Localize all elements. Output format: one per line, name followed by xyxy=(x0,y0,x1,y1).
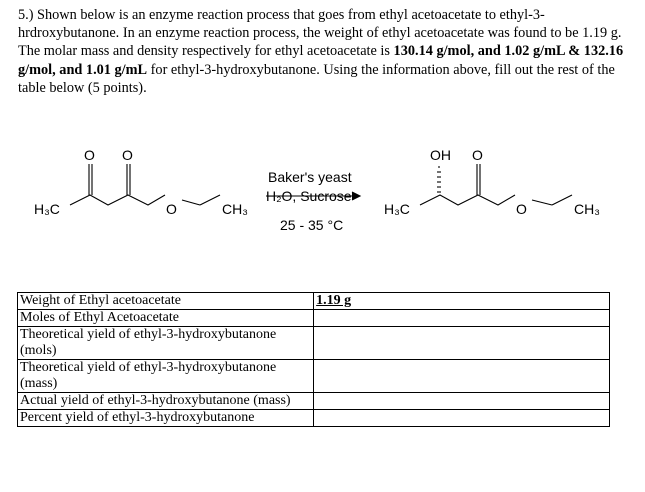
table-row xyxy=(18,310,610,327)
question-text-part2: for ethyl-3-hydroxybutanone. Using the information above, fill out the rest of the table below (5 points). xyxy=(18,61,615,96)
table-row xyxy=(18,393,610,410)
product-ch3: CH₃ xyxy=(574,201,600,217)
reagent-yeast: Baker's yeast xyxy=(268,169,352,185)
product-hydroxyl: OH xyxy=(430,147,451,163)
table-row xyxy=(18,327,610,360)
row-value xyxy=(314,293,610,310)
answer-cell[interactable] xyxy=(314,310,610,327)
product-carbonyl-oxygen: O xyxy=(472,147,483,163)
answer-cell[interactable] xyxy=(314,393,610,410)
table-row xyxy=(18,293,610,310)
row-label: Moles of Ethyl Acetoacetate xyxy=(18,310,314,327)
reactant-ch3: CH₃ xyxy=(222,201,248,217)
reactant-ester-oxygen: O xyxy=(166,201,177,217)
reaction-scheme xyxy=(0,138,645,248)
reactant-h3c: H₃C xyxy=(34,201,60,217)
product-ester-oxygen: O xyxy=(516,201,527,217)
reactant-structure xyxy=(34,147,248,217)
reagent-water-sucrose: H₂O, Sucrose xyxy=(266,188,352,204)
weight-value: 1.19 g xyxy=(316,293,352,308)
answer-cell[interactable] xyxy=(314,360,610,393)
row-label: Weight of Ethyl acetoacetate xyxy=(18,293,314,310)
row-label: Theoretical yield of ethyl-3-hydroxybutanone (mass) xyxy=(18,360,314,393)
question-text-part1: 5.) Shown below is an enzyme reaction process that goes from ethyl acetoacetate to ethyl-3-hrdroxybutanone. In an enzyme reaction process, the weight of ethyl acetoacetate was found to be 1.19 g. The molar mass and density respectively for ethyl acetoacetate is xyxy=(18,7,622,60)
row-label: Theoretical yield of ethyl-3-hydroxybutanone (mols) xyxy=(18,327,314,360)
product-structure xyxy=(384,147,600,217)
row-label: Actual yield of ethyl-3-hydroxybutanone (mass) xyxy=(18,393,314,410)
reactant-ester-carbonyl-oxygen: O xyxy=(122,147,133,163)
table-row xyxy=(18,410,610,427)
answer-cell[interactable] xyxy=(314,410,610,427)
row-label: Percent yield of ethyl-3-hydroxybutanone xyxy=(18,410,314,427)
product-h3c: H₃C xyxy=(384,201,410,217)
table-row xyxy=(18,360,610,393)
yield-table xyxy=(17,292,610,427)
answer-cell[interactable] xyxy=(314,327,610,360)
question-bold-values: 130.14 g/mol, and 1.02 g/mL & 132.16 g/mol, and 1.01 g/mL xyxy=(18,43,624,78)
reactant-keto-oxygen: O xyxy=(84,147,95,163)
question-text xyxy=(18,6,630,97)
reaction-temperature: 25 - 35 °C xyxy=(280,217,344,233)
